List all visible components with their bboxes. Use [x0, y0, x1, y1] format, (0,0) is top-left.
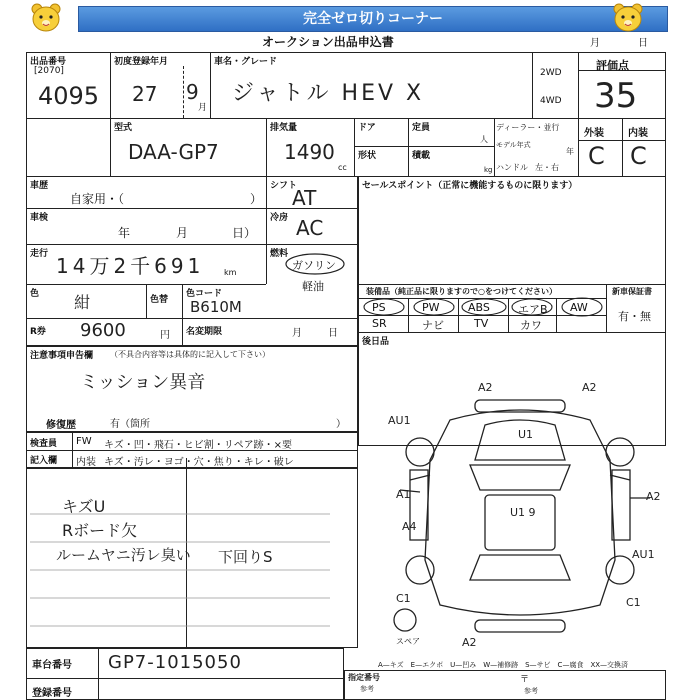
exterior-label: 外装: [584, 128, 604, 139]
damage-legend: A—キズ E—エクボ U—凹み W—補修跡 S—サビ C—腐食 XX—交換済: [378, 661, 629, 669]
registration-label: 初度登録年月: [114, 57, 169, 67]
equipment-ps: PS: [372, 301, 386, 314]
vehicle-info-section: [26, 52, 666, 177]
displacement-label: 排気量: [270, 123, 298, 133]
bear-mascot-icon: [28, 2, 64, 34]
mark-au1-right: AU1: [632, 548, 655, 561]
row1-legend: キズ・凹・飛石・ヒビ割・リペア跡・×要: [104, 440, 292, 451]
equipment-circle-marks: [358, 296, 608, 320]
color-change-label: 色替: [150, 295, 169, 305]
lot-label: 出品番号: [30, 57, 67, 67]
equipment-leather: カワ: [520, 319, 542, 332]
model-year-label: モデル年式: [496, 141, 531, 149]
banner-title: 完全ゼロ切りコーナー: [78, 6, 668, 32]
name-change-month: 月: [292, 328, 302, 339]
inspection-day: 日）: [232, 226, 257, 240]
mark-a2-front-left: A2: [478, 381, 493, 394]
model-label: 型式: [114, 123, 133, 133]
mileage-label: 走行: [30, 249, 49, 259]
mileage-value: 14万2千691: [56, 254, 205, 278]
name-change-day: 日: [328, 328, 338, 339]
repair-label: 修復歴: [46, 420, 76, 431]
remark-line-3: ルームヤニ汚レ臭い: [56, 546, 191, 564]
displacement-unit: cc: [338, 163, 347, 172]
reg-number-label: 登録番号: [32, 688, 72, 699]
dealer-code-section: [344, 670, 666, 700]
equipment-airbag: エアB: [518, 303, 548, 316]
usage-label: 車歴: [30, 181, 49, 191]
model-value: DAA-GP7: [128, 140, 219, 164]
remark-line-4: 下回りS: [218, 548, 273, 566]
date-day-label: 日: [638, 38, 648, 49]
fuel-label: 燃料: [270, 249, 289, 259]
shape-label: 形状: [358, 151, 377, 161]
inspector-label: 検査員: [30, 439, 58, 449]
name-change-label: 名変期限: [186, 327, 223, 337]
dealer-code-ref: 参考: [360, 685, 374, 693]
shift-value: AT: [292, 186, 317, 210]
capacity-label: 定員: [412, 123, 431, 133]
registration-month-suffix: 月: [198, 103, 208, 113]
mark-u19-roof: U1 9: [510, 506, 536, 519]
equipment-navi: ナビ: [422, 319, 444, 332]
mark-c1-right: C1: [626, 596, 641, 609]
mark-a4-left: A4: [402, 520, 417, 533]
color-code-label: 色コード: [186, 289, 223, 299]
lot-code: [2070]: [34, 66, 64, 76]
equipment-aw: AW: [570, 301, 588, 314]
mark-a2-right: A2: [646, 490, 661, 503]
selling-points-label: セールスポイント（正常に機能するものに限ります）: [362, 181, 578, 191]
inspection-label: 車検: [30, 213, 49, 223]
equipment-sr: SR: [372, 317, 387, 330]
warranty-options: 有・無: [618, 310, 651, 323]
aircon-value: AC: [296, 216, 324, 240]
inspection-year: 年: [118, 226, 131, 240]
four-wd-label: 4WD: [540, 96, 562, 106]
displacement-value: 1490: [284, 140, 335, 164]
door-label: ドア: [358, 123, 376, 133]
registration-month: 9: [186, 80, 199, 104]
exterior-value: C: [588, 142, 605, 170]
color-label: 色: [30, 289, 40, 299]
fuel-gasoline: ガソリン: [292, 259, 336, 272]
color-code-value: B610M: [190, 298, 242, 316]
dealer-code-ref2: 参考: [524, 687, 538, 695]
inspection-month: 月: [176, 226, 189, 240]
two-wd-label: 2WD: [540, 68, 562, 78]
recycle-value: 9600: [80, 320, 126, 341]
model-year-suffix: 年: [566, 147, 574, 156]
row2-legend: キズ・汚レ・ヨゴ・穴・焦り・キレ・破レ: [104, 457, 294, 468]
row1-prefix: FW: [76, 436, 92, 447]
mark-a2-front-right: A2: [582, 381, 597, 394]
recycle-label: R券: [30, 327, 46, 337]
capacity-unit: 人: [480, 135, 488, 144]
loading-label: 積載: [412, 151, 431, 161]
interior-label: 内装: [628, 128, 648, 139]
mark-a1-left: A1: [396, 488, 411, 501]
score-value: 35: [594, 76, 638, 116]
warranty-label: 新車保証書: [612, 287, 652, 296]
repair-value: 有（箇所: [110, 419, 150, 430]
name-grade-value: ジャトル HEV X: [232, 81, 425, 106]
color-value: 紺: [74, 293, 91, 312]
notes-label: 注意事項申告欄: [30, 351, 94, 361]
usage-value: 自家用・（: [70, 192, 125, 206]
auction-form-title: オークション出品申込書: [262, 35, 394, 49]
dealer-label: ディーラー・並行: [496, 123, 560, 132]
notes-hint: （不具合内容等は具体的に記入して下さい）: [110, 350, 270, 359]
lot-number: 4095: [38, 82, 100, 110]
mark-au1-left: AU1: [388, 414, 411, 427]
remark-line-1: キズU: [62, 497, 106, 516]
remark-underlines: [30, 488, 350, 638]
remark-line-2: Rボード欠: [62, 521, 138, 540]
name-grade-label: 車名・グレード: [214, 57, 278, 67]
equipment-tv: TV: [474, 317, 489, 330]
registration-year: 27: [132, 82, 158, 106]
rear-seat-label: 後日品: [362, 337, 390, 347]
fuel-diesel: 軽油: [302, 280, 324, 293]
equipment-pw: PW: [422, 301, 440, 314]
handle-label: ハンドル: [496, 163, 528, 172]
shift-label: シフト: [270, 181, 298, 191]
dealer-code-label: 指定番号: [348, 673, 380, 682]
interior-value: C: [630, 142, 647, 170]
spare-tire-label: スペア: [396, 637, 420, 646]
aircon-label: 冷房: [270, 213, 289, 223]
bear-mascot-icon: [610, 2, 646, 34]
recycle-unit: 円: [160, 330, 170, 341]
repair-close: ）: [336, 419, 346, 430]
equipment-abs: ABS: [468, 301, 490, 314]
dealer-code-postal: 〒: [520, 675, 530, 685]
chassis-label: 車台番号: [32, 660, 72, 671]
entry-label: 記入欄: [30, 456, 58, 466]
mark-u1-hood: U1: [518, 428, 534, 441]
chassis-value: GP7-1015050: [108, 652, 242, 673]
mark-a2-rear: A2: [462, 636, 477, 649]
usage-close: ）: [250, 192, 263, 206]
row2-prefix: 内装: [76, 457, 96, 468]
top-banner: [0, 0, 700, 36]
notes-value: ミッション異音: [80, 372, 206, 393]
equipment-label: 装備品（純正品に限りますので○をつけてください）: [366, 287, 557, 296]
mark-c1-left: C1: [396, 592, 411, 605]
kg-unit: kg: [484, 166, 493, 174]
score-label: 評価点: [596, 59, 629, 72]
date-month-label: 月: [590, 38, 600, 49]
mileage-unit: km: [224, 268, 237, 277]
handle-options: 左・右: [535, 163, 559, 172]
